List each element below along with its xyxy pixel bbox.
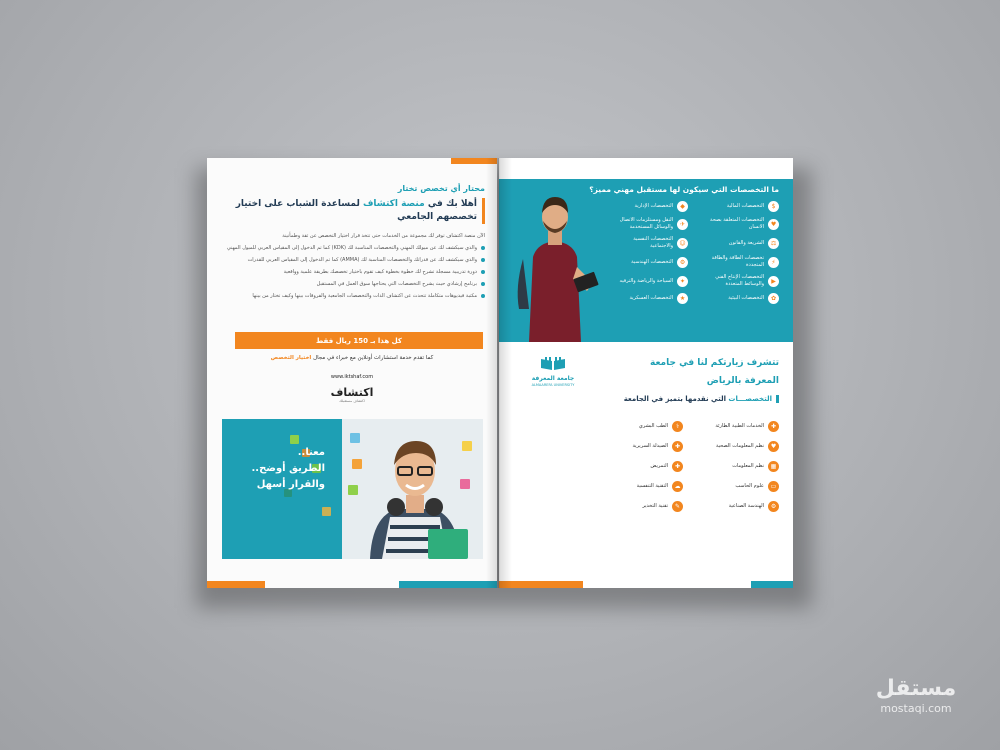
specialty-icon: ★ [677,293,688,304]
specialty-item [700,274,779,288]
specialty-item [695,441,779,452]
right-page [499,158,793,588]
specialty-label: الطب البشري [638,423,668,429]
watermark-en: mostaqi.com [880,702,952,715]
specs-heading-pre: التخصصـــات [728,395,772,403]
bullet-dot [481,282,485,286]
specialty-item [700,201,779,212]
student-tablet-photo [507,187,603,342]
intro-text: الآن منصة اكتشاف توفر لك مجموعة من الخدمات حتى تتخذ قرار اختيار التخصص عن ثقة وطمأنينة [282,233,485,239]
service-bullet [217,280,485,288]
specialty-icon: ✚ [768,421,779,432]
specialty-icon: ▭ [768,481,779,492]
specialty-item [599,421,683,432]
specialty-icon: $ [768,201,779,212]
specialty-item [599,501,683,512]
visit-title-line2: المعرفة بالرياض [706,376,779,386]
kicker: محتار أي تخصص تختار [397,184,485,193]
specialty-item [700,236,779,250]
watermark-ar: مستقل [875,676,957,701]
specialty-label: التخصصات البيئية [728,295,764,301]
bullet-dot [481,270,485,274]
specialty-label: التخصصات المتعلقة بصحة الانسان [710,217,764,230]
specialty-item [695,461,779,472]
specialty-label: تقنية التخدير [642,503,668,509]
bullet-text: دورة تدريبية مسجلة تشرح لك خطوة بخطوة كيف تقوم باختيار تخصصك بطريقة علمية وواقعية [283,269,477,275]
specialty-label: التخصصات الإنتاج الفني والوسائط المتعددة [715,274,764,287]
specialty-label: السياحة والرياضة والترفيه [619,277,673,284]
specs-heading-post: التي نقدمها بتميز في الجامعة [623,395,726,403]
bullet-text: والذي سيكشف لك عن قدراتك والتخصصات المناسبة لك (AMMA) كما تم الدخول إلى المقياس العربي للقدرات [247,257,477,263]
service-bullet [217,292,485,300]
specialty-item [695,421,779,432]
logo-text: اكتشاف [330,386,374,399]
service-bullet [217,244,485,252]
headline-pre: أهلا بك في [427,199,477,209]
slogan-line3: والقرار أسهل [256,479,325,490]
specialty-icon: ✈ [677,219,688,230]
logo-subtext: اكتشاف مستقبلك [339,399,365,403]
specialty-item [700,293,779,304]
specialty-icon: ⚡ [768,257,779,268]
specialty-item [599,461,683,472]
specialty-item [609,236,688,250]
consult-pre: كما تقدم خدمة استشارات أونلاين مع خبراء في مجال [313,355,434,361]
specialty-icon: ♥ [768,219,779,230]
specialty-item [700,217,779,231]
book-spine [486,158,512,588]
specialty-label: التخصصات المالية [726,203,764,209]
bullet-text: والذي سيكشف لك عن ميولك المهني والتخصصات المناسبة لك (KDK) كما تم الدخول إلى المقياس العربي للميول المهني [226,245,477,251]
specialty-item [700,255,779,269]
specialty-icon: ▶ [768,276,779,287]
bullet-text: برنامج إرشادي حيث يشرح التخصصات التي يحتاجها سوق العمل في المستقبل [316,281,477,287]
headline-brand: منصة اكتشاف [362,199,425,209]
specialty-label: نظم المعلومات الصحية [715,443,764,449]
specialty-icon: ◆ [677,201,688,212]
specialty-label: التخصصات النفسية والاجتماعية [633,236,673,249]
specialty-item [695,481,779,492]
specialty-label: النقل ومستلزمات الاتصال والوسائل المستخدمة [619,217,673,230]
future-specs-panel [499,179,793,342]
consult-text [221,355,483,361]
book-icon [539,357,567,371]
future-specs-title: ما التخصصات التي سيكون لها مستقبل مهني مميز؟ [589,185,779,194]
headline [217,198,477,211]
slogan [225,445,325,493]
specialty-item [609,255,688,269]
headline-post: لمساعدة الشباب على اختيار [235,199,360,209]
specialty-icon: ⚙ [677,257,688,268]
specialty-item [609,293,688,304]
bullet-dot [481,258,485,262]
specialty-label: التخصصات الإدارية [634,203,673,209]
hero-photo-panel [222,419,483,559]
uni-name-ar: جامعة المعرفة [531,375,575,382]
headline-line2: تخصصهم الجامعي [397,212,477,222]
service-bullet [217,256,485,264]
price-banner: كل هذا بـ 150 ريال فقط [235,332,483,349]
specialty-icon: ♥ [768,441,779,452]
specialty-label: علوم الحاسب [735,483,764,489]
specialty-label: نظم المعلومات [732,463,764,469]
bottom-accent-bar [207,581,265,588]
bullet-text: مكتبة فيديوهات متكاملة تتحدث عن اكتشاف الذات والتخصصات الجامعية والفروقات بينها وكيف تختار من بينها [252,293,477,299]
bullet-dot [481,294,485,298]
consult-highlight: اختيار التخصص [270,355,312,361]
specialty-label: الصيدلة السريرية [632,443,668,449]
note-square [348,485,358,495]
specialty-label: الخدمات الطبية الطارئة [715,423,764,429]
brand-logo [207,386,497,403]
visit-title [650,354,779,390]
slogan-line2: الطريق أوضح.. [251,463,325,474]
uni-specs-grid [599,421,779,512]
specialty-item [599,481,683,492]
specialty-icon: ✦ [677,276,688,287]
specialty-icon: ⚙ [768,501,779,512]
specialty-icon: ✿ [768,293,779,304]
website-link[interactable]: www.iktshaf.com [330,374,374,380]
specialty-icon: ✚ [672,461,683,472]
specialty-icon: ▦ [768,461,779,472]
slogan-line1: معنا.. [297,447,325,458]
specialty-icon: ✎ [672,501,683,512]
bottom-teal-bar [399,581,497,588]
university-logo [521,356,585,387]
watermark [856,676,976,715]
specialty-label: الهندسة الصناعية [728,503,764,509]
specialty-icon: ☺ [677,238,688,249]
left-page [207,158,497,588]
visit-title-line1: تتشرف زيارتكم لنا في جامعة [650,358,779,368]
specialty-icon: ✚ [672,441,683,452]
specialty-icon: ☁ [672,481,683,492]
specialty-label: التخصصات العسكرية [629,295,673,301]
specialty-icon: ⚕ [672,421,683,432]
intro-section [217,184,485,300]
bullet-dot [481,246,485,250]
future-specs-grid [609,201,779,304]
specialty-item [599,441,683,452]
specialty-item [609,217,688,231]
student-photo [360,425,470,559]
note-square [350,433,360,443]
uni-specs-heading [624,395,779,403]
specialty-label: التخصصات الهندسية [631,258,673,265]
specialty-label: الشريعة والقانون [728,239,764,246]
specialty-item [609,274,688,288]
bottom-teal-bar [751,581,793,588]
specialty-label: التقنية التنفسية [636,483,668,489]
specialty-item [609,201,688,212]
service-bullet [217,268,485,276]
specialty-label: التمريض [650,463,668,469]
services-list [217,244,485,300]
note-square [322,507,331,516]
specialty-label: تخصصات الطاقة والطاقة المتجددة [711,255,764,268]
specialty-item [695,501,779,512]
note-square [290,435,299,444]
uni-name-en: ALMAAREFA UNIVERSITY [531,383,575,387]
specialty-icon: ⚖ [768,238,779,249]
